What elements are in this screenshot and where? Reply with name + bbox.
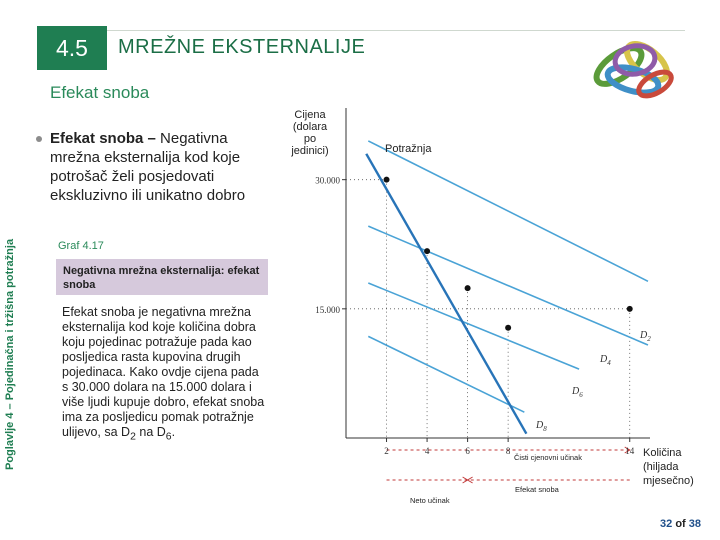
y-axis-label-line: (dolara (292, 121, 328, 133)
y-tick-label: 30.000 (315, 175, 340, 186)
description-suffix: . (171, 425, 176, 439)
curve-label: $D_2$ (640, 330, 651, 343)
page-number (660, 518, 701, 530)
section-title: Efekat snoba (50, 83, 150, 102)
x-axis-label-line: (hiljada (643, 461, 679, 473)
chart-points (384, 177, 633, 331)
curve-label: $D_8$ (536, 420, 547, 433)
y-axis-label-line: jedinici) (291, 145, 329, 157)
y-axis-label-line: Cijena (294, 109, 326, 121)
chart-labels (290, 109, 693, 505)
equilibrium-point (384, 177, 390, 183)
equilibrium-point (627, 306, 633, 312)
equilibrium-point (424, 248, 430, 254)
bullet-term: Efekat snoba – (50, 130, 156, 147)
page-total: 38 (688, 518, 702, 530)
description-sub-2: 6 (165, 431, 172, 443)
curve-d2 (368, 141, 648, 281)
curve-label-subscript: 8 (543, 425, 547, 433)
x-axis-label-line: Količina (643, 447, 682, 459)
demand-label: Potražnja (385, 143, 432, 155)
x-tick-label: 4 (424, 446, 430, 456)
x-tick-label: 2 (384, 446, 389, 456)
curve-label-subscript: 6 (579, 391, 583, 399)
x-tick-label: 8 (505, 446, 511, 456)
curve-label: $D_6$ (572, 386, 583, 399)
y-axis-label-line: po (303, 133, 317, 145)
figure-caption: Negativna mrežna eksternalija: efekat snoba (56, 259, 268, 295)
page-title: MREŽNE EKSTERNALIJE (118, 36, 366, 58)
bullet-definition: Negativna mrežna eksternalija kod koje potrošač želi posjedovati ekskluzivno ili unikatno dobro (50, 130, 246, 204)
page-current: 32 (660, 518, 673, 530)
curve-label-subscript: 2 (647, 335, 651, 343)
curve-label-subscript: 4 (607, 359, 611, 367)
curve-label: $D_4$ (600, 354, 611, 367)
annotation-snob-effect: Efekat snoba (515, 485, 559, 494)
equilibrium-point (505, 325, 511, 331)
x-axis-label-line: mjesečno) (643, 475, 694, 487)
description-prefix: Efekat snoba je negativna mrežna eksternalija kod koje količina dobra koju pojedinac potražuje pada kao posljedica rasta kupovina drugih pojedinaca. Kako ovdje cijena pada s 30.000 dolara na 15.000 dolara i više ljudi kupuje dobro, efekat snoba ima za posljedicu pomak potražnje ulijevo, sa D (62, 305, 265, 439)
curve-d6 (368, 283, 579, 369)
demand-curve (366, 154, 526, 434)
description-sub-1: 2 (130, 431, 136, 443)
figure-label: Graf 4.17 (58, 240, 104, 252)
page-of: of (675, 518, 686, 530)
annotation-pure-price-effect: Čisti cjenovni učinak (514, 453, 582, 462)
chapter-label: Poglavlje 4 – Pojedinačna i tržišna potražnja (4, 238, 16, 470)
x-tick-label: 6 (465, 446, 470, 456)
description-mid: na D (135, 425, 166, 439)
section-number: 4.5 (56, 34, 88, 61)
equilibrium-point (465, 285, 471, 291)
annotation-net-effect: Neto učinak (410, 496, 450, 505)
curve-d8 (368, 336, 524, 412)
chart-axes (342, 108, 650, 483)
y-tick-label: 15.000 (315, 304, 340, 315)
chart-curves (366, 141, 648, 434)
x-tick-label: 14 (625, 446, 635, 456)
